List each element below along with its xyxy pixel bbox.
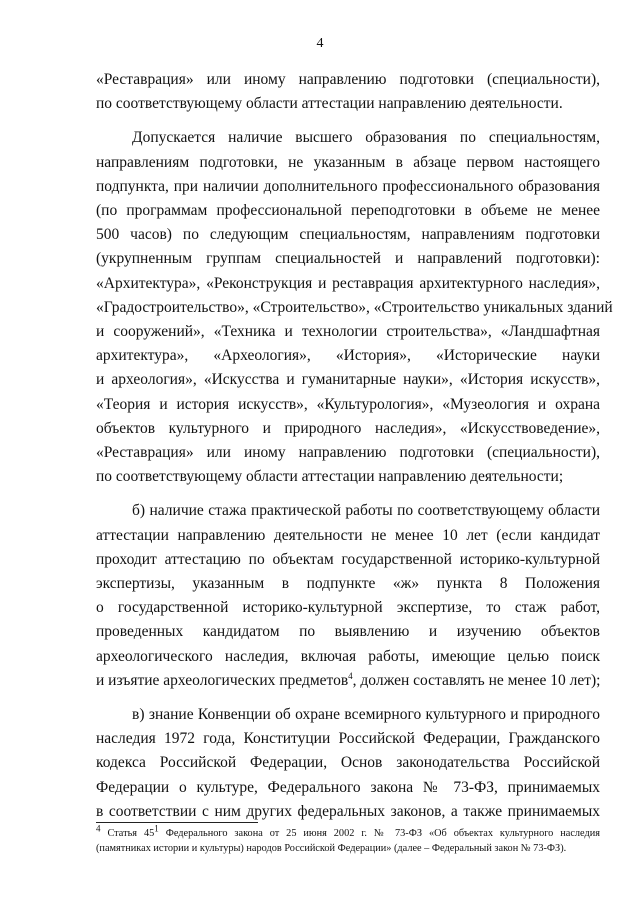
footnote-mark: 4 (96, 823, 101, 834)
footnote-text: Статья 45 (107, 828, 155, 839)
text-line: и археология», «Искусства и гуманитарные науки», «История искусств», (96, 371, 600, 389)
text-line: кодекса Российской Федерации, Основ законодательства Российской (96, 754, 600, 772)
text-line: Допускается наличие высшего образования по специальностям, (132, 129, 600, 147)
paragraph-4 (96, 703, 600, 824)
footnote-line (96, 823, 600, 841)
text-line: подпункта, при наличии дополнительного профессионального образования (96, 177, 600, 195)
text-line: в соответствии с ним других федеральных законов, а также принимаемых (96, 802, 600, 820)
text-line: в) знание Конвенции об охране всемирного культурного и природного (132, 706, 600, 724)
text-line: «Реставрация» или иному направлению подготовки (специальности), (96, 71, 600, 88)
text-fragment: должен составлять не менее 10 лет); (360, 671, 601, 689)
text-line: проходит аттестацию по объектам государственной историко-культурной (96, 550, 600, 568)
paragraph-2 (96, 126, 613, 489)
text-line: (укрупненным группам специальностей и направлений подготовки): (96, 250, 600, 268)
footnote-divider (96, 822, 258, 823)
document-body (96, 68, 613, 824)
page-number: 4 (316, 36, 324, 51)
text-line: объектов культурного и природного наследия», «Искусствоведение», (96, 419, 600, 437)
text-line: б) наличие стажа практической работы по соответствующему области (132, 502, 600, 520)
text-line: археологического наследия, включая работы, имеющие целью поиск (96, 647, 600, 665)
text-line: по соответствующему области аттестации направлению деятельности; (96, 468, 564, 486)
text-line: о государственной историко-культурной экспертизе, то стаж работ, (96, 599, 600, 617)
paragraph-3 (96, 499, 600, 693)
footnote (96, 823, 600, 856)
article-superscript: 1 (154, 823, 159, 834)
footnote-text: Федерального закона от 25 июня 2002 г. № 73-ФЗ «Об объектах культурного наследия (165, 828, 600, 839)
text-line: Федерации о культуре, Федерального закона № 73-ФЗ, принимаемых (96, 778, 600, 796)
text-line: «Архитектура», «Реконструкция и реставрация архитектурного наследия», (96, 274, 600, 292)
text-line: (по программам профессиональной переподготовки в объеме не менее (96, 202, 600, 220)
footnote-reference: 4 (348, 670, 353, 681)
text-line: проведенных кандидатом по выявлению и изучению объектов (96, 623, 600, 641)
text-line: наследия 1972 года, Конституции Российской Федерации, Гражданского (96, 730, 600, 748)
text-line: «Теория и история искусств», «Культурология», «Музеология и охрана (96, 395, 600, 413)
text-line: «Реставрация» или иному направлению подготовки (специальности), (96, 444, 600, 462)
footnote-line: (памятниках истории и культуры) народов Российской Федерации» (далее – Федеральный закон № 73-ФЗ). (96, 843, 567, 854)
text-line: направлениям подготовки, не указанным в абзаце первом настоящего (96, 153, 600, 171)
text-line: «Градостроительство», «Строительство», «Строительство уникальных зданий (96, 298, 613, 316)
text-line: и изъятие археологических предметов$^4$, должен составлять не менее 10 лет); (96, 670, 601, 689)
text-line: аттестации направлению деятельности не менее 10 лет (если кандидат (96, 526, 600, 544)
paragraph-1 (96, 68, 600, 116)
text-line: архитектура», «Археология», «История», «Исторические науки (96, 347, 600, 365)
text-line: по соответствующему области аттестации направлению деятельности. (96, 95, 563, 113)
text-line: и сооружений», «Техника и технологии строительства», «Ландшафтная (96, 323, 600, 341)
text-line: экспертизы, указанным в подпункте «ж» пункта 8 Положения (96, 575, 600, 593)
text-fragment: и изъятие археологических предметов (96, 671, 349, 689)
text-line: 500 часов) по следующим специальностям, направлениям подготовки (96, 226, 600, 244)
